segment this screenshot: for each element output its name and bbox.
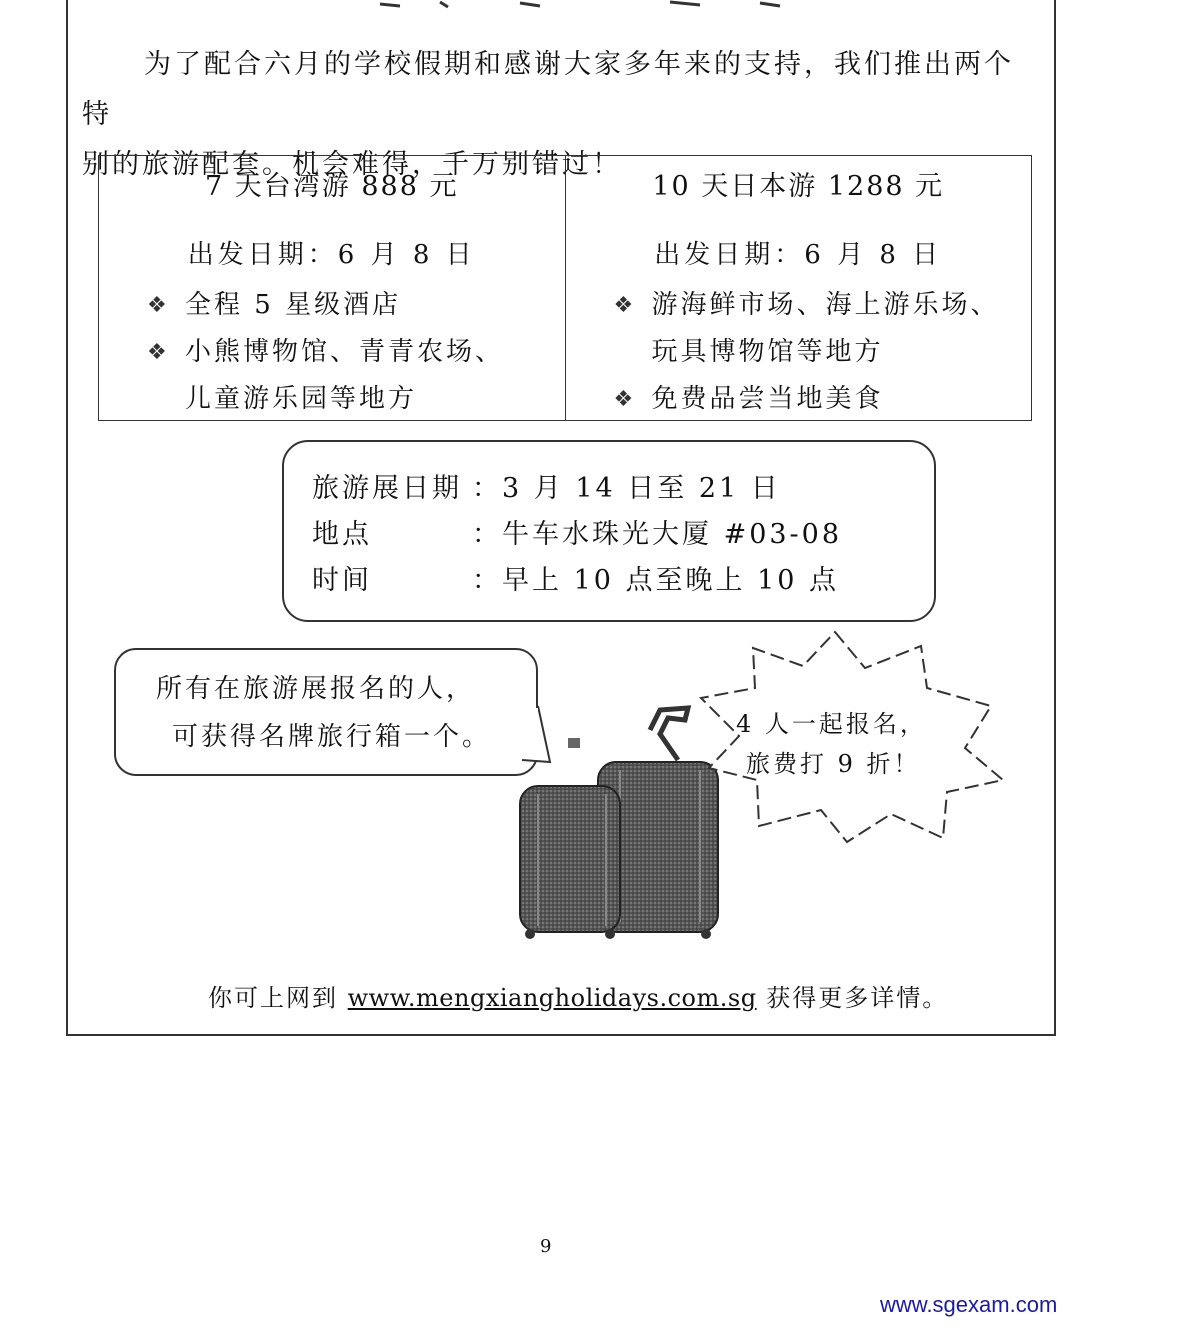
fair-time-row: 时间 ：早上 10 点至晚上 10 点 <box>312 565 840 596</box>
watermark: www.sgexam.com <box>880 1292 1058 1317</box>
list-item: ❖ 游海鲜市场、海上游乐场、 玩具博物馆等地方 <box>614 282 1022 376</box>
website-link[interactable]: www.mengxiangholidays.com.sg <box>347 984 757 1012</box>
list-item: ❖ 小熊博物馆、青青农场、 儿童游乐园等地方 <box>147 329 555 423</box>
tour-title: 7 天台湾游 888 元 <box>205 171 459 202</box>
diamond-bullet-icon: ❖ <box>613 293 637 318</box>
tour-date: 出发日期：6 月 8 日 <box>187 240 476 270</box>
list-item: ❖ 全程 5 星级酒店 <box>147 282 555 329</box>
tour-taiwan <box>99 156 565 420</box>
tour-japan <box>565 156 1032 420</box>
fair-location-row: 地点 ：牛车水珠光大厦 #03-08 <box>312 519 843 550</box>
tour-packages-table <box>98 155 1032 421</box>
list-item: ❖ 免费品尝当地美食 <box>614 376 1022 423</box>
speech-line-1: 所有在旅游展报名的人， <box>156 674 476 704</box>
page-number: 9 <box>540 1236 552 1257</box>
burst-line-1: 4 人一起报名， <box>736 710 927 738</box>
tour-title: 10 天日本游 1288 元 <box>652 171 945 202</box>
intro-line-2: 别的旅游配套。机会难得，千万别错过！ <box>82 149 622 180</box>
clipped-heading-fragment <box>370 0 790 10</box>
burst-line-2: 旅费打 9 折！ <box>746 750 921 778</box>
tour-features <box>147 282 555 423</box>
diamond-bullet-icon: ❖ <box>147 340 170 365</box>
fair-date-row: 旅游展日期 ：3 月 14 日至 21 日 <box>312 473 781 504</box>
footer-note: 你可上网到 www.mengxiangholidays.com.sg 获得更多详情。 <box>208 984 949 1012</box>
diamond-bullet-icon: ❖ <box>147 293 170 318</box>
travel-fair-info-box <box>282 440 936 622</box>
intro-line-1: 为了配合六月的学校假期和感谢大家多年来的支持，我们推出两个特 <box>82 49 1014 130</box>
tour-date: 出发日期：6 月 8 日 <box>654 240 943 270</box>
diamond-bullet-icon: ❖ <box>613 387 637 412</box>
speech-line-2: 可获得名牌旅行箱一个。 <box>172 722 492 752</box>
speech-bubble <box>114 648 538 776</box>
tour-features <box>614 282 1022 423</box>
